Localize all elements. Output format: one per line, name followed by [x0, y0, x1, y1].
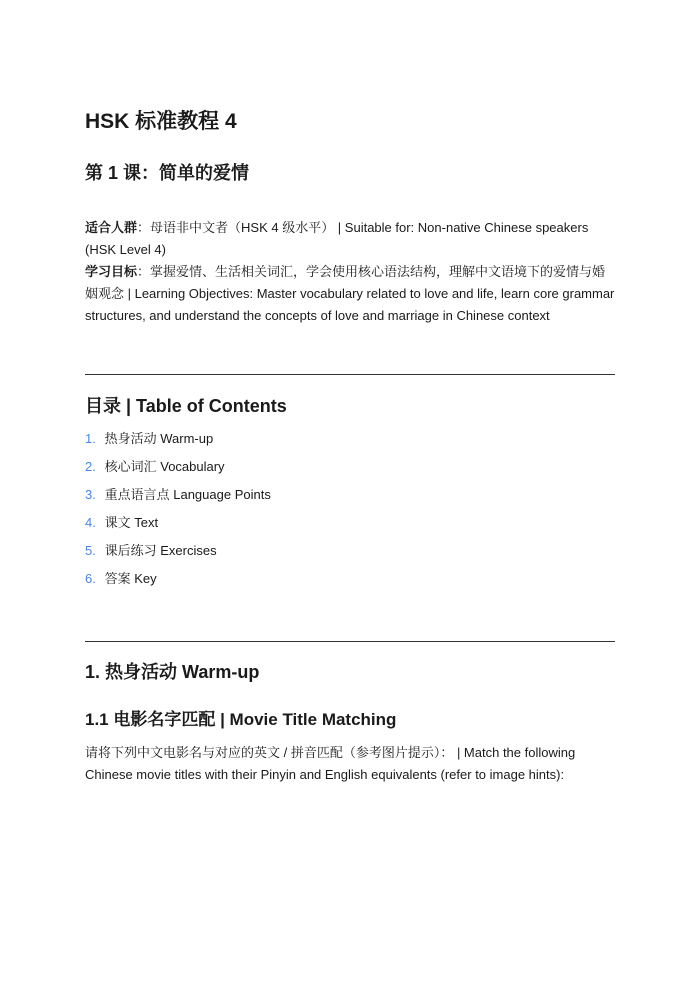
- learning-objectives-label: 学习目标: [85, 264, 138, 279]
- toc-item-exercises[interactable]: [85, 541, 271, 569]
- divider-1: [85, 374, 615, 375]
- toc-item-label: 课后练习 Exercises: [104, 543, 217, 558]
- toc-item-vocabulary[interactable]: [85, 457, 271, 485]
- toc-item-warm-up[interactable]: [85, 429, 271, 457]
- toc-item-language-points[interactable]: [85, 485, 271, 513]
- toc-item-number: 6.: [85, 571, 96, 586]
- toc-item-number: 3.: [85, 487, 96, 502]
- learning-objectives-text: ：掌握爱情、生活相关词汇，学会使用核心语法结构，理解中文语境下的爱情与婚姻观念 | Learning Objectives: Master vocabulary related to love and life, learn core grammar structures, and understand the concepts of love and marriage in Chinese context: [85, 264, 615, 323]
- matching-instructions: 请将下列中文电影名与对应的英文 / 拼音匹配（参考图片提示）： | Match the following Chinese movie titles with their Pinyin and English equivalents (refer to image hints):: [85, 745, 576, 782]
- suitable-for-text: ：母语非中文者（HSK 4 级水平） | Suitable for: Non-native Chinese speakers (HSK Level 4): [85, 220, 589, 257]
- toc-item-number: 1.: [85, 431, 96, 446]
- toc-item-label: 核心词汇 Vocabulary: [104, 459, 225, 474]
- toc-item-label: 重点语言点 Language Points: [104, 487, 271, 502]
- section-title-warm-up: 1. 热身活动 Warm-up: [85, 662, 260, 682]
- toc-item-label: 课文 Text: [104, 515, 159, 530]
- toc-list: [85, 429, 271, 597]
- lesson-title: 第 1 课：简单的爱情: [85, 163, 250, 183]
- learning-objectives-paragraph: [85, 261, 615, 327]
- toc-item-label: 热身活动 Warm-up: [104, 431, 214, 446]
- toc-item-label: 答案 Key: [104, 571, 157, 586]
- document-title: HSK 标准教程 4: [85, 110, 237, 133]
- toc-item-text[interactable]: [85, 513, 271, 541]
- divider-2: [85, 641, 615, 642]
- suitable-for-paragraph: [85, 217, 615, 261]
- suitable-for-label: 适合人群: [85, 220, 138, 235]
- toc-item-key[interactable]: [85, 569, 271, 597]
- toc-item-number: 5.: [85, 543, 96, 558]
- toc-item-number: 2.: [85, 459, 96, 474]
- subsection-title-movie-matching: 1.1 电影名字匹配 | Movie Title Matching: [85, 710, 397, 729]
- toc-item-number: 4.: [85, 515, 96, 530]
- toc-title: 目录 | Table of Contents: [85, 396, 287, 416]
